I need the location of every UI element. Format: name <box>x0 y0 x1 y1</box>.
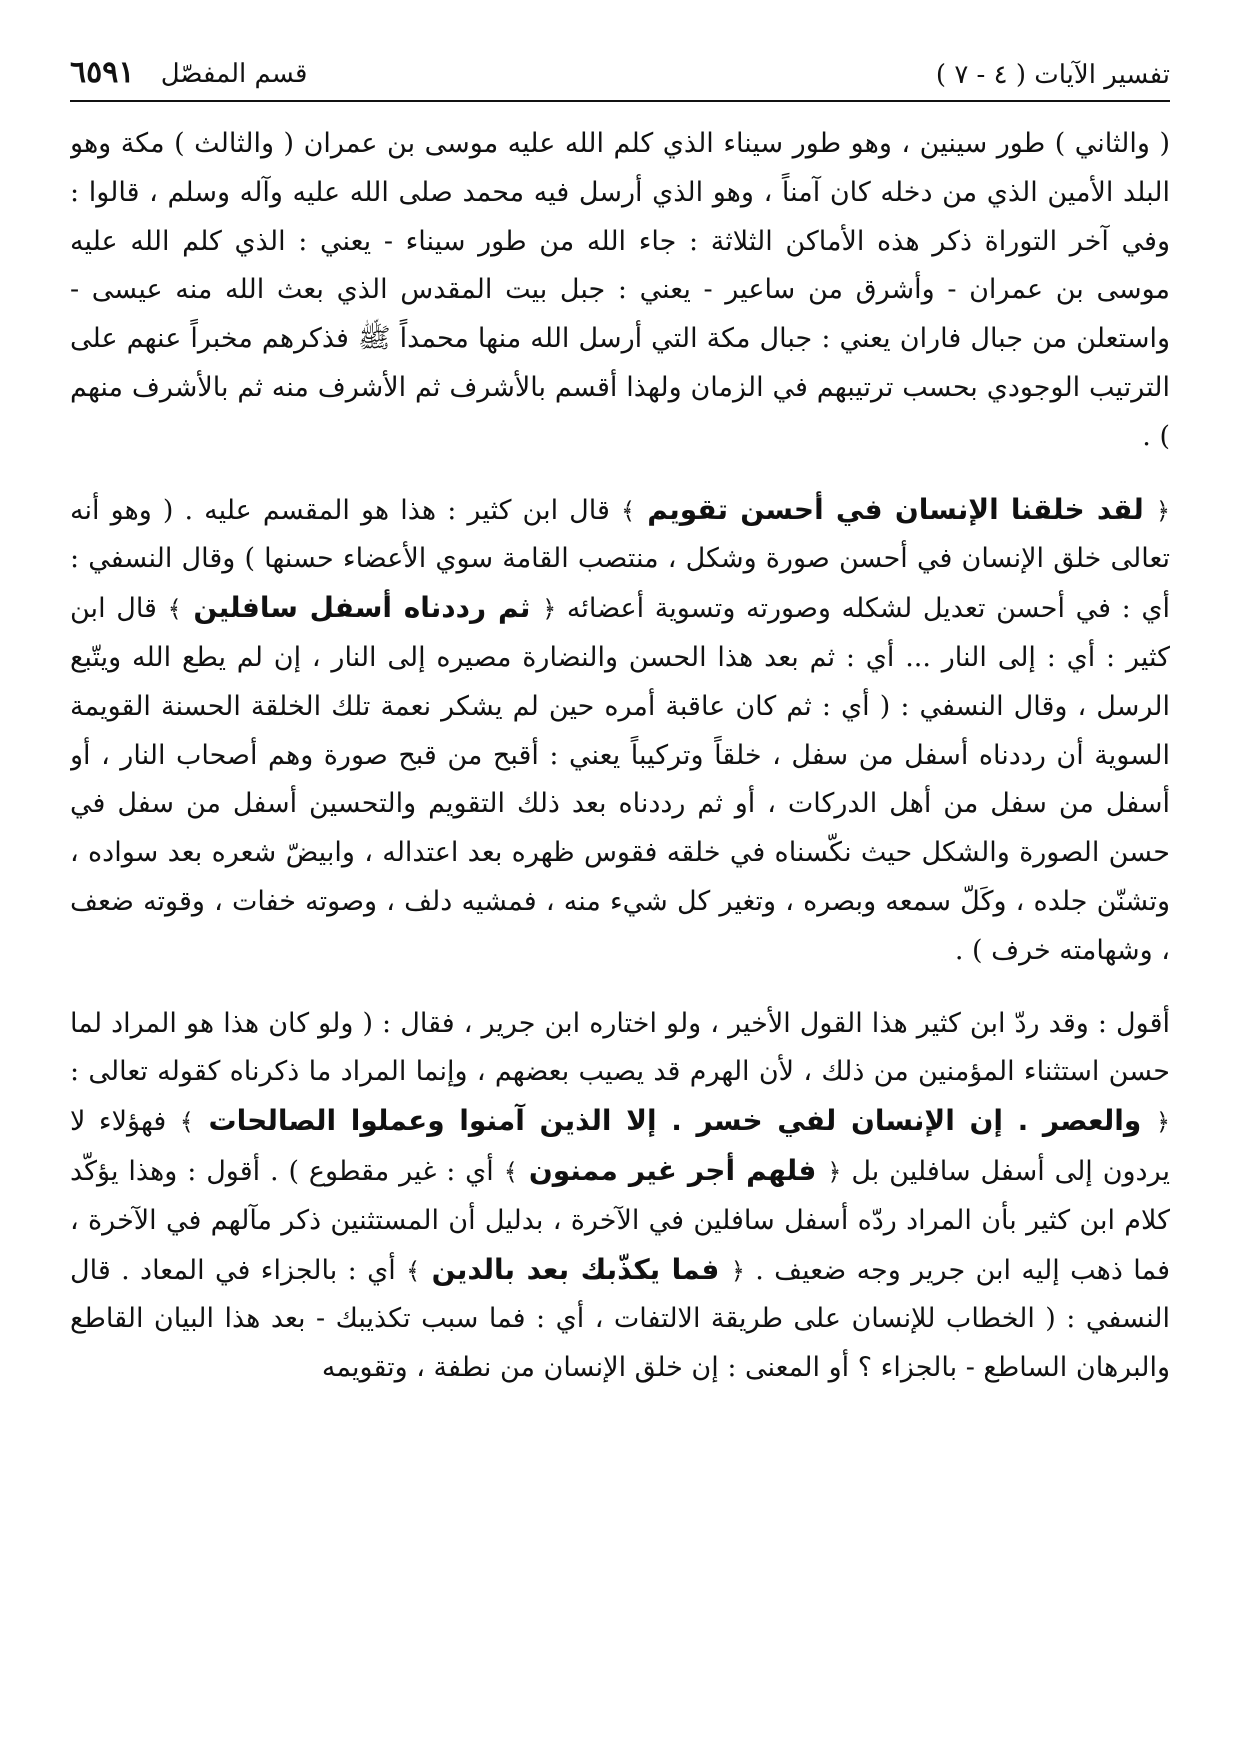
page <box>70 40 1170 1720</box>
body-text <box>70 120 1170 1393</box>
quran-verse: ثم رددناه أسفل سافلين <box>181 591 543 625</box>
running-head <box>70 40 1170 102</box>
quran-bracket-open: ﴿ <box>1155 496 1170 525</box>
quran-bracket-close: ﴾ <box>406 1256 421 1285</box>
quran-bracket-close: ﴾ <box>503 1157 518 1186</box>
quran-verse: لقد خلقنا الإنسان في أحسن تقويم <box>635 492 1156 526</box>
commentary-text: أي : غير مقطوع ) . أقول : وهذا يؤكّد كلام ابن كثير بأن المراد ردّه أسفل سافلين في الآخرة ، بدليل أن المستثنين ذكر مآلهم في الآخرة ، فما ذهب إليه ابن جرير وجه ضعيف . <box>70 1155 1170 1286</box>
quran-verse: فما يكذّبك بعد بالدين <box>420 1252 731 1286</box>
section-name: قسم المفصّل <box>160 59 308 89</box>
quran-bracket-close: ﴾ <box>620 496 636 525</box>
quran-bracket-open: ﴿ <box>730 1256 745 1285</box>
commentary-text: فهؤلاء لا يردون إلى أسفل سافلين بل <box>70 1106 1170 1187</box>
commentary-text: ( والثاني ) طور سينين ، وهو طور سيناء الذي كلم الله عليه موسى بن عمران ( والثالث ) مكة وهو البلد الأمين الذي من دخله كان آمناً ، وهو الذي أرسل فيه محمد صلى الله عليه وآله وسلم ، قالوا : وفي آخر التوراة ذكر هذه الأماكن الثلاثة : جاء الله من طور سيناء - يعني : الذي كلم الله عليه موسى بن عمران - وأشرق من ساعير - يعني : جبل بيت المقدس الذي بعث الله منه عيسى - واستعلن من جبال فاران يعني : جبال مكة التي أرسل الله منها محمداً ﷺ فذكرهم مخبراً عنهم على الترتيب الوجودي بحسب ترتيبهم في الزمان ولهذا أقسم بالأشرف ثم الأشرف منه ثم بالأشرف منهم ) . <box>70 128 1170 452</box>
quran-bracket-close: ﴾ <box>179 1108 194 1137</box>
section-and-page <box>70 55 307 90</box>
paragraph <box>70 486 1170 976</box>
paragraph <box>70 120 1170 462</box>
running-title: تفسير الآيات ( ٤ - ٧ ) <box>935 60 1170 90</box>
commentary-text: قال ابن كثير : هذا هو المقسم عليه . ( وهو أنه تعالى خلق الإنسان في أحسن صورة وشكل ، منتصب القامة سوي الأعضاء حسنها ) وقال النسفي : أي : في أحسن تعديل لشكله وصورته وتسوية أعضائه <box>70 494 1170 625</box>
quran-bracket-open: ﴿ <box>1155 1108 1170 1137</box>
commentary-text: أي : بالجزاء في المعاد . قال النسفي : ( الخطاب للإنسان على طريقة الالتفات ، أي : فما سبب تكذيبك - بعد هذا البيان القاطع والبرهان الساطع - بالجزاء ؟ أو المعنى : إن خلق الإنسان من نطفة ، وتقويمه <box>70 1254 1170 1384</box>
paragraph <box>70 1000 1170 1393</box>
quran-bracket-open: ﴿ <box>827 1157 842 1186</box>
commentary-text: قال ابن كثير : أي : إلى النار ... أي : ثم بعد هذا الحسن والنضارة مصيره إلى النار ، إن لم يطع الله ويتّبع الرسل ، وقال النسفي : ( أي : ثم كان عاقبة أمره حين لم يشكر نعمة تلك الخلقة الحسنة القويمة السوية أن رددناه أسفل من سفل ، خلقاً وتركيباً يعني : أقبح من قبح صورة وهم أصحاب النار ، أو أسفل من سفل من أهل الدركات ، أو ثم رددناه بعد ذلك التقويم والتحسين أسفل من سفل في حسن الصورة والشكل حيث نكّسناه في خلقه فقوس ظهره بعد اعتداله ، وابيضّ شعره بعد سواده ، وتشنّن جلده ، وكَلّ سمعه وبصره ، وتغير كل شيء منه ، فمشيه دلف ، وصوته خفات ، وقوته ضعف ، وشهامته خرف ) . <box>70 593 1170 966</box>
quran-verse: فلهم أجر غير ممنون <box>517 1153 828 1187</box>
page-number: ٦٥٩١ <box>70 55 135 90</box>
quran-bracket-close: ﴾ <box>167 595 182 624</box>
quran-verse: والعصر . إن الإنسان لفي خسر . إلا الذين آمنوا وعملوا الصالحات <box>193 1104 1156 1138</box>
commentary-text: أقول : وقد ردّ ابن كثير هذا القول الأخير ، ولو اختاره ابن جرير ، فقال : ( ولو كان هذا هو المراد لما حسن استثناء المؤمنين من ذلك ، لأن الهرم قد يصيب بعضهم ، وإنما المراد ما ذكرناه كقوله تعالى : <box>70 1007 1170 1088</box>
quran-bracket-open: ﴿ <box>542 595 557 624</box>
